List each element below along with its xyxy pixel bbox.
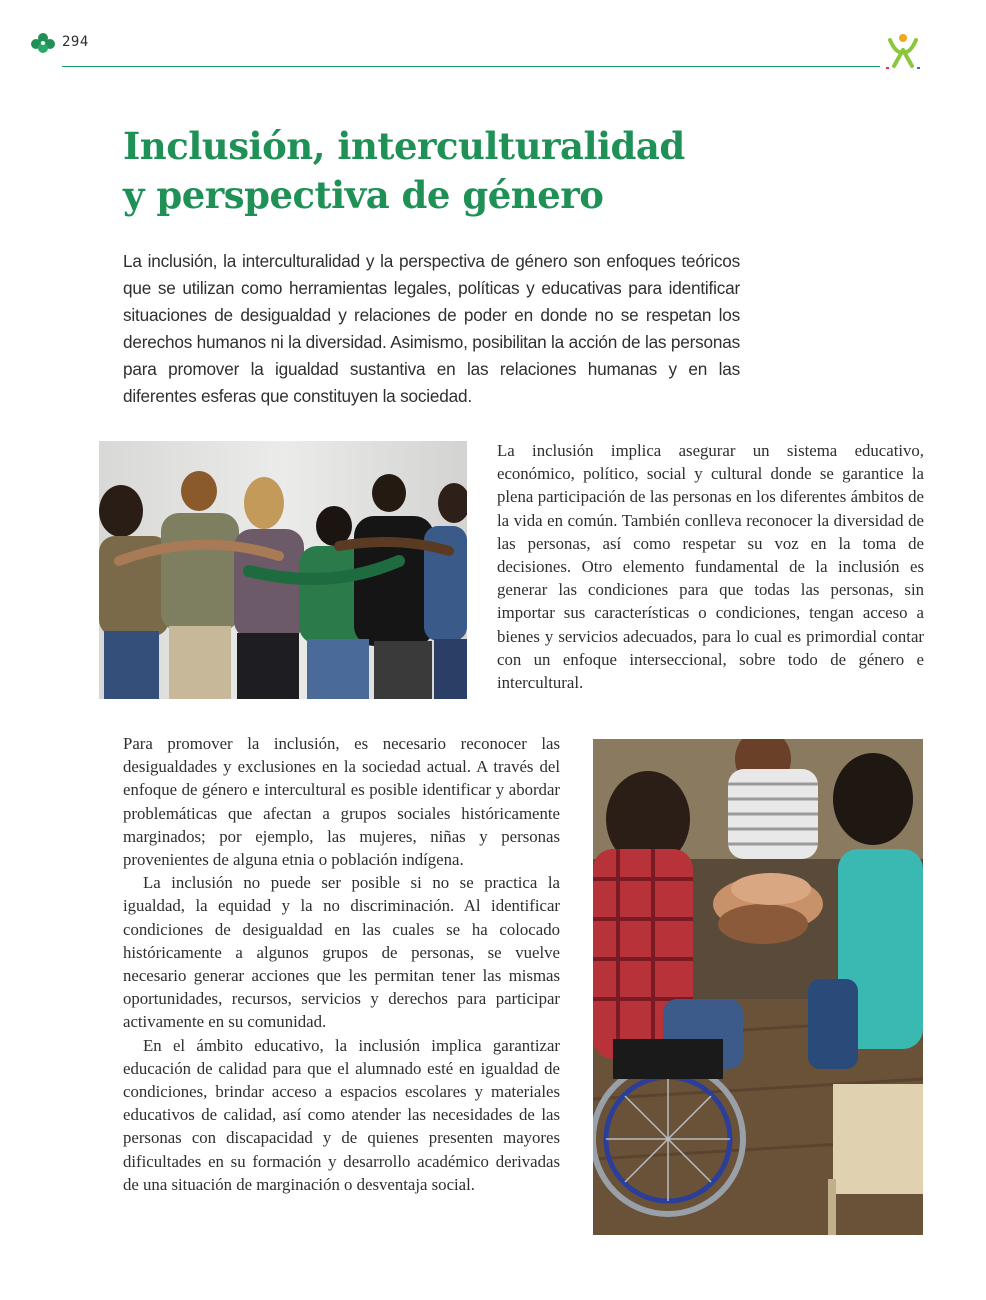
page-number: 294	[62, 34, 89, 50]
green-cluster-emblem-icon	[30, 32, 56, 54]
title-line-1: Inclusión, interculturalidad	[123, 124, 685, 168]
right-column-paragraph: La inclusión implica asegurar un sistema educativo, económico, político, social y cultural donde se garantice la plena participación de las personas en los diferentes ámbitos de la vida en común. También conlleva reconocer la diversidad de las personas, así como respetar su voz en la toma de decisiones. Otro elemento fundamental de la inclusión es generar las condiciones para que todas las personas, sin importar sus características o condiciones, tengan acceso a bienes y servicios adecuados, para lo cual es primordial contar con un enfoque interseccional, sobre todo de género e intercultural.	[497, 441, 924, 693]
colorful-person-logo-icon	[882, 32, 924, 70]
intro-paragraph: La inclusión, la interculturalidad y la perspectiva de género son enfoques teóricos que se utilizan como herramientas legales, políticas y educativas para identificar situaciones de desigualdad y relaciones de poder en donde no se respetan los derechos humanos ni la diversidad. Asimismo, posibilitan la acción de las personas para promover la igualdad sustantiva en las relaciones humanas y en las diferentes esferas que constituyen la sociedad.	[123, 251, 741, 406]
page-title	[123, 122, 763, 220]
right-column-text	[497, 439, 924, 694]
left-column-text	[123, 732, 560, 1196]
stacked-hands-photo	[593, 739, 923, 1235]
left-paragraph-1: Para promover la inclusión, es necesario reconocer las desigualdades y exclusiones en la sociedad actual. A través del enfoque de género e intercultural es posible identificar y abordar problemáticas que afectan a grupos sociales históricamente marginados; por ejemplo, las mujeres, niñas y personas provenientes de alguna etnia o población indígena.	[123, 734, 560, 870]
group-hug-photo	[99, 441, 467, 699]
title-line-2: y perspectiva de género	[123, 173, 604, 217]
left-paragraph-2: La inclusión no puede ser posible si no se practica la igualdad, la equidad y la no discriminación. Al identificar condiciones de desigualdad en las cuales se ha colocado históricamente a algunos grupos de personas, se vuelve necesario generar acciones que les permitan tener las mismas oportunidades, recursos, servicios y derechos para participar activamente en su comunidad.	[123, 873, 560, 1032]
header-rule	[62, 66, 880, 67]
left-paragraph-3: En el ámbito educativo, la inclusión implica garantizar educación de calidad para que el alumnado esté en igualdad de condiciones, brindar acceso a espacios escolares y materiales educativos de calidad, así como atender las necesidades de las personas con discapacidad y de quienes presenten mayores dificultades en su formación y desarrollo académico derivadas de una situación de marginación o desventaja social.	[123, 1035, 560, 1194]
